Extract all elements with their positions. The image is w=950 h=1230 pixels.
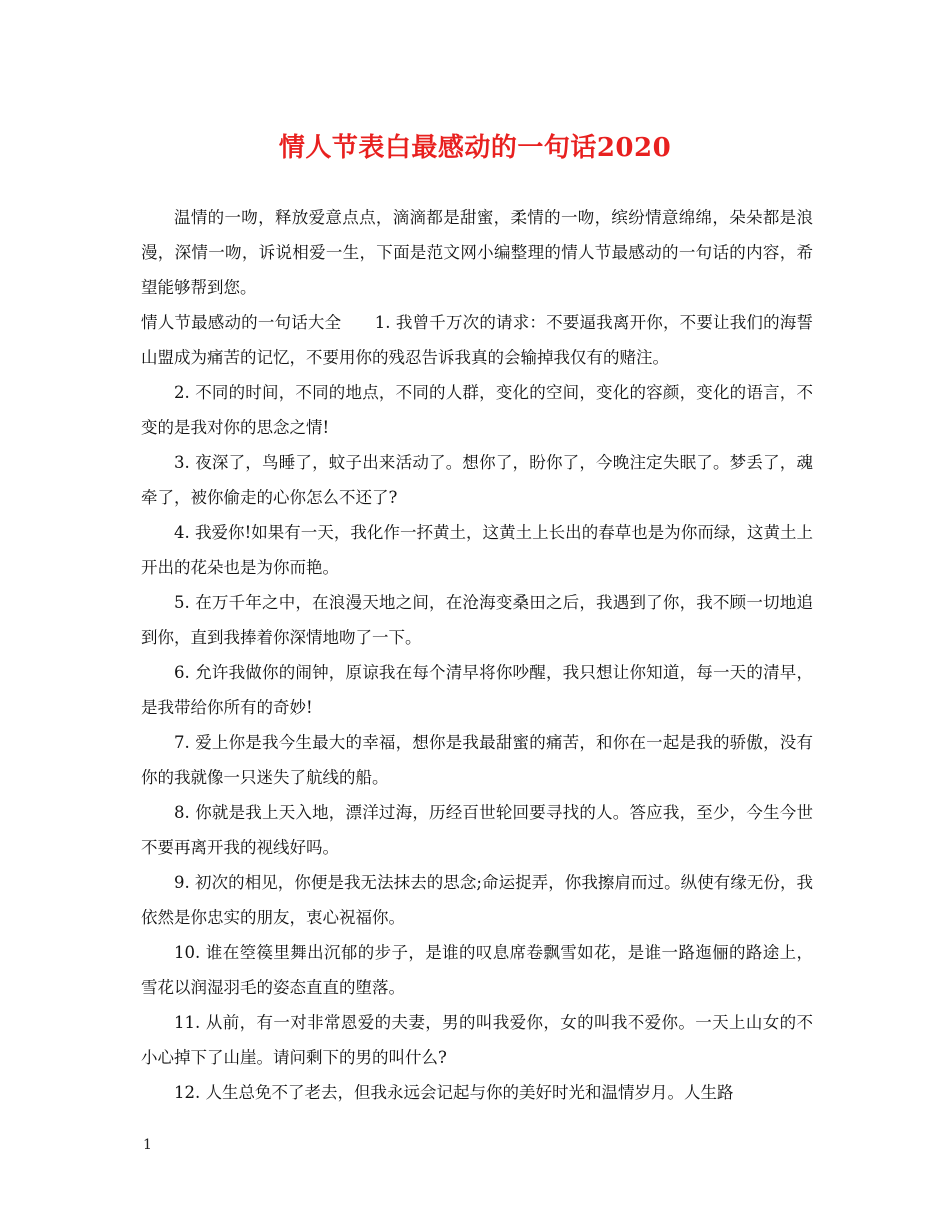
list-paragraph-3: 3. 夜深了，鸟睡了，蚊子出来活动了。想你了，盼你了，今晚注定失眠了。梦丢了，魂牵了，被你偷走的心你怎么不还了? (141, 453, 813, 507)
intro-paragraph: 温情的一吻，释放爱意点点，滴滴都是甜蜜，柔情的一吻，缤纷情意绵绵，朵朵都是浪漫，深情一吻，诉说相爱一生，下面是范文网小编整理的情人节最感动的一句话的内容，希望能够帮到您。 (141, 208, 813, 297)
document-title: 情人节表白最感动的一句话2020 (278, 133, 672, 163)
list-paragraph-4: 4. 我爱你!如果有一天，我化作一抔黄土，这黄土上长出的春草也是为你而绿，这黄土上开出的花朵也是为你而艳。 (141, 523, 813, 577)
list-paragraph-10: 10. 谁在箜篌里舞出沉郁的步子，是谁的叹息席卷飘雪如花，是谁一路迤俪的路途上，雪花以润湿羽毛的姿态直直的堕落。 (141, 943, 813, 997)
page-number: 1 (143, 1137, 152, 1153)
document-body (141, 200, 813, 1110)
list-paragraph-5: 5. 在万千年之中，在浪漫天地之间，在沧海变桑田之后，我遇到了你，我不顾一切地追到你，直到我捧着你深情地吻了一下。 (141, 593, 813, 647)
list-paragraph-6: 6. 允许我做你的闹钟，原谅我在每个清早将你吵醒，我只想让你知道，每一天的清早，是我带给你所有的奇妙! (141, 663, 813, 717)
list-paragraph-9: 9. 初次的相见，你便是我无法抹去的思念;命运捉弄，你我擦肩而过。纵使有缘无份，我依然是你忠实的朋友，衷心祝福你。 (141, 873, 813, 927)
list-paragraph-11: 11. 从前，有一对非常恩爱的夫妻，男的叫我爱你，女的叫我不爱你。一天上山女的不小心掉下了山崖。请问剩下的男的叫什么? (141, 1013, 813, 1067)
list-paragraph-1: 情人节最感动的一句话大全 1. 我曾千万次的请求：不要逼我离开你，不要让我们的海誓山盟成为痛苦的记忆，不要用你的残忍告诉我真的会输掉我仅有的赌注。 (141, 313, 813, 367)
list-paragraph-7: 7. 爱上你是我今生最大的幸福，想你是我最甜蜜的痛苦，和你在一起是我的骄傲，没有你的我就像一只迷失了航线的船。 (141, 733, 813, 787)
list-paragraph-12: 12. 人生总免不了老去，但我永远会记起与你的美好时光和温情岁月。人生路 (174, 1083, 734, 1102)
list-paragraph-8: 8. 你就是我上天入地，漂洋过海，历经百世轮回要寻找的人。答应我，至少，今生今世不要再离开我的视线好吗。 (141, 803, 813, 857)
list-paragraph-2: 2. 不同的时间，不同的地点，不同的人群，变化的空间，变化的容颜，变化的语言，不变的是我对你的思念之情! (141, 383, 813, 437)
